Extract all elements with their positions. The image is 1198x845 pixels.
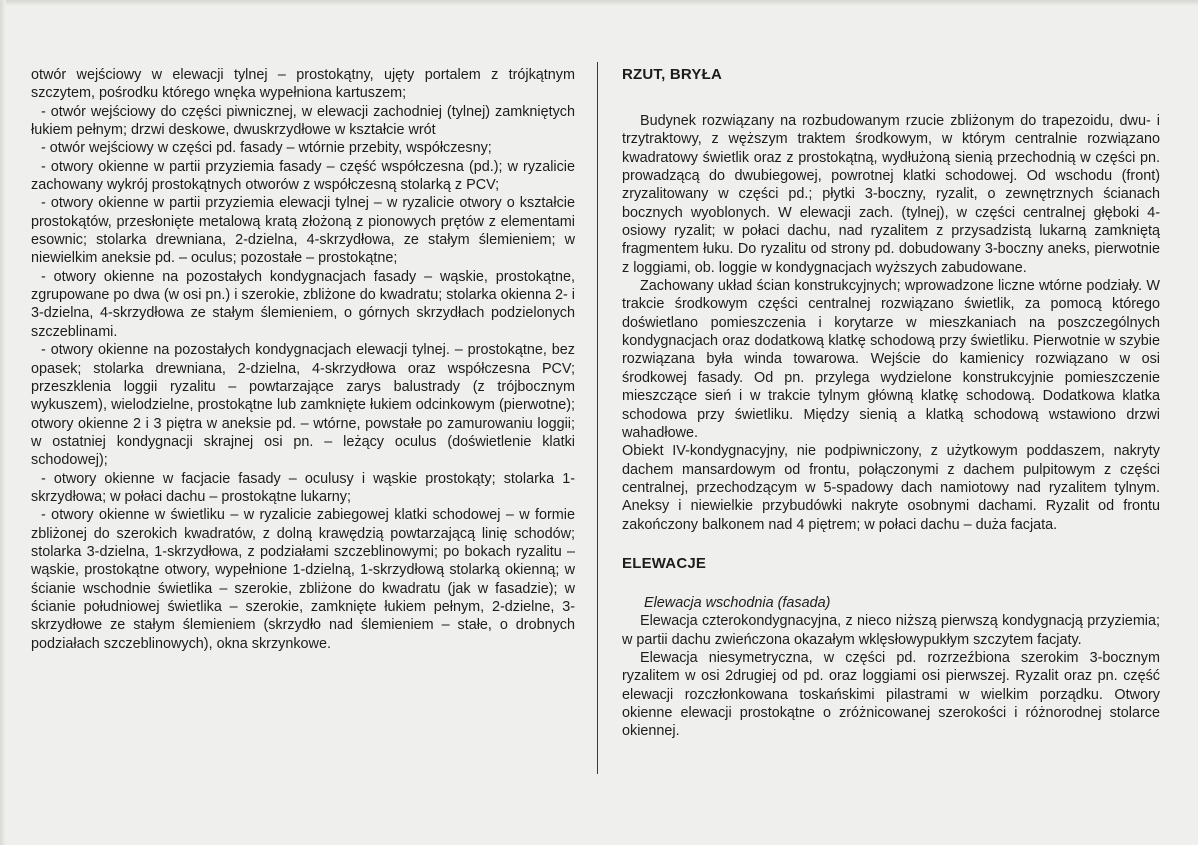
section-heading-rzut-bryla: RZUT, BRYŁA: [622, 66, 722, 83]
left-paragraph: - otwory okienne na pozostałych kondygnacjach elewacji tylnej. – prostokątne, bez opasek; stolarka drewniana, 2-dzielna, 4-skrzydłowa oraz współczesna PCV; przeszklenia loggii ryzalitu – powtarzające zarys balustrady (z trójbocznym wykuszem), wielodzielne, prostokątne lub zamknięte łukiem odcinkowym (pierwotne); otwory okienne 2 i 3 piętra w aneksie pd. – wtórne, powstałe po zamurowaniu loggii; w ostatniej kondygnacji skrajnej osi pn. – leżący oculus (doświetlenie klatki schodowej);: [31, 342, 575, 469]
scan-edge-left: [0, 0, 6, 845]
scan-edge-top: [0, 0, 1198, 6]
left-paragraph: - otwory okienne w partii przyziemia elewacji tylnej – w ryzalicie otwory o kształcie prostokątów, przesłonięte metalową kratą złożoną z pionowych prętów z elementami esownic; stolarka drewniana, 2-dzielna, 4-skrzydłowa, ze stałym ślemieniem; w niewielkim aneksie pd. – oculus; pozostałe – prostokątne;: [31, 195, 575, 267]
rzut-paragraph: Zachowany układ ścian konstrukcyjnych; wprowadzone liczne wtórne podziały. W trakcie środkowym części centralnej rozwiązano świetlik, za pomocą którego doświetlano pomieszczenia i korytarze w mieszkaniach na poszczególnych kondygnacjach oraz dodatkową klatkę schodową przy świetliku. Pierwotnie w szybie rozwiązana była winda towarowa. Wejście do kamienicy rozwiązano w osi środkowej fasady. Od pn. przylega wydzielone konstrukcyjnie pomieszczenie mieszczące sień i w trakcie tylnym główną klatkę schodową. Dodatkowa klatka schodowa przy świetliku. Między sienią a klatką schodową wstawiono drzwi wahadłowe.: [622, 278, 1160, 441]
left-paragraph: - otwory okienne w partii przyziemia fasady – część współczesna (pd.); w ryzalicie zachowany wykrój prostokątnych otworów z współczesną stolarką z PCV;: [31, 158, 575, 194]
left-paragraph: - otwory okienne na pozostałych kondygnacjach fasady – wąskie, prostokątne, zgrupowane po dwa (w osi pn.) i szerokie, zbliżone do kwadratu; stolarka okienna 2- i 3-dzielna, 4-skrzydłowa ze stałym ślemieniem, o górnych skrzydłach podzielonych szczeblinami.: [31, 268, 575, 340]
elewacje-paragraph: Elewacja niesymetryczna, w części pd. rozrzeźbiona szerokim 3-bocznym ryzalitem w osi 2drugiej od pd. oraz loggiami osi pierwszej. Ryzalit oraz pn. część elewacji rozczłonkowana toskańskimi pilastrami w wielkim porządku. Otwory okienne elewacji prostokątne o zróżnicowanej szerokości i różnorodnej stolarce okiennej.: [622, 649, 1160, 740]
rzut-paragraph: Budynek rozwiązany na rozbudowanym rzucie zbliżonym do trapezoidu, dwu- i trzytraktowy, z węższym traktem środkowym, w którym centralnie rozwiązano kwadratowy świetlik oraz z prostokątną, wydłużoną sienią przechodnią w części pn. prowadzącą do dwubiegowej, powrotnej klatki schodowej. Od wschodu (front) zryzalitowany w części pd.; płytki 3-boczny, ryzalit, o zewnętrznych ścianach bocznych wyoblonych. W elewacji zach. (tylnej), w części centralnej głęboki 4-osiowy ryzalit; w połaci dachu, nad ryzalitem z przysadzistą lukarną zamkniętą fragmentem łuku. Do ryzalitu od strony pd. dobudowany 3-boczny aneks, pierwotnie z loggiami, ob. loggie w kondygnacjach wyższych zabudowane.: [622, 113, 1160, 276]
left-column: [31, 66, 575, 653]
subsection-heading-fasada: Elewacja wschodnia (fasada): [644, 594, 831, 611]
left-paragraph: - otwory okienne w świetliku – w ryzalicie zabiegowej klatki schodowej – w formie zbliżonej do szerokich kwadratów, z dolną krawędzią powtarzającą linię schodów; stolarka 3-dzielna, 1-skrzydłowa, z podziałami szczeblinowymi; po bokach ryzalitu – wąskie, prostokątne otwory, wypełnione 1-dzielną, 1-skrzydłową stolarką okienną; w ścianie wschodnie świetlika – szerokie, zbliżone do kwadratu (jak w fasadzie); w ścianie południowej świetlika – szerokie, zamknięte łukiem pełnym, 2-dzielne, 3-skrzydłowe ze stałym ślemieniem (skrzydło nad ślemieniem – stałe, o drobnych podziałach szczeblinowych), okna skrzynkowe.: [31, 507, 575, 652]
rzut-paragraph: Obiekt IV-kondygnacyjny, nie podpiwniczony, z użytkowym poddaszem, nakryty dachem mansardowym od frontu, połączonymi z dachem pulpitowym z części centralnej, przechodzącym w 5-spadowy dach namiotowy nad ryzalitem tylnym. Aneksy i niewielkie przybudówki nakryte osobnymi dachami. Ryzalit od frontu zakończony balkonem nad 4 piętrem; w połaci dachu – duża facjata.: [622, 443, 1160, 533]
left-paragraph: otwór wejściowy w elewacji tylnej – prostokątny, ujęty portalem z trójkątnym szczytem, pośrodku którego wnęka wypełniona kartuszem;: [31, 67, 575, 102]
elewacje-paragraph: Elewacja czterokondygnacyjna, z nieco niższą pierwszą kondygnacją przyziemia; w partii dachu zwieńczona okazałym wklęsłowypukłym szczytem facjaty.: [622, 613, 1160, 648]
section-heading-elewacje: ELEWACJE: [622, 554, 707, 572]
left-paragraph: - otwory okienne w facjacie fasady – oculusy i wąskie prostokąty; stolarka 1-skrzydłowa; w połaci dachu – prostokątne lukarny;: [31, 470, 575, 505]
right-column: [622, 66, 1160, 741]
column-divider: [597, 62, 598, 774]
left-paragraph: - otwór wejściowy do części piwnicznej, w elewacji zachodniej (tylnej) zamkniętych łukiem pełnym; drzwi deskowe, dwuskrzydłowe w kształcie wrót: [31, 103, 575, 139]
left-paragraph: - otwór wejściowy w części pd. fasady – wtórnie przebity, współczesny;: [41, 140, 492, 157]
